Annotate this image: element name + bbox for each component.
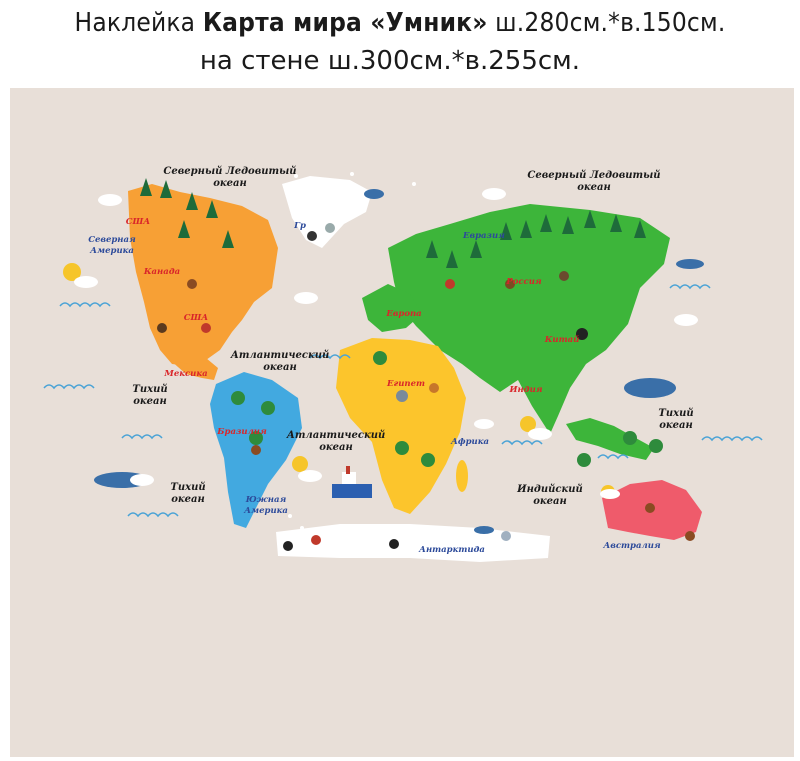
label-mexico: Мексика [164,369,208,379]
label-europe: Европа [386,309,422,319]
label-pacific-ocean-right-2: океан [659,420,693,431]
label-egypt: Египет [386,379,426,389]
label-north-america-1: Северная [88,235,136,245]
label-pacific-ocean-bottom-2: океан [171,494,205,505]
product-title [0,0,800,88]
label-north-america-2: Америка [90,246,134,256]
label-south-america-1: Южная [245,495,287,505]
label-atlantic-ocean-south-1: Атлантический [286,430,386,441]
label-usa-top: США [125,217,151,227]
world-map [10,88,794,757]
madagascar-shape [456,460,468,492]
label-canada: Канада [143,267,181,277]
label-brazil: Бразилия [217,427,267,437]
label-arctic-ocean-left-1: Северный Ледовитый [163,166,297,177]
label-usa: США [183,313,209,323]
label-china: Китай [544,335,580,345]
label-arctic-ocean-left-2: океан [213,178,247,189]
label-pacific-ocean-left-1: Тихий [132,384,168,395]
label-indian-ocean-1: Индийский [517,484,583,495]
label-arctic-ocean-right-1: Северный Ледовитый [527,170,661,181]
label-eurasia: Евразия [463,231,505,241]
label-indian-ocean-2: океан [533,496,567,507]
title-line-1: Наклейка Карта мира «Умник» ш.280см.*в.150см. [74,8,726,38]
label-pacific-ocean-bottom-1: Тихий [170,482,206,493]
label-arctic-ocean-right-2: океан [577,182,611,193]
title-line-2: на стене ш.300см.*в.255см. [199,46,581,76]
label-atlantic-ocean-north-2: океан [263,362,297,373]
ship-icon [332,466,372,498]
label-greenland: Гр [294,221,306,231]
label-antarctica: Антарктида [419,545,485,555]
label-atlantic-ocean-north-1: Атлантический [230,350,330,361]
label-atlantic-ocean-south-2: океан [319,442,353,453]
label-india: Индия [509,385,543,395]
se-asia-islands [566,418,654,460]
label-pacific-ocean-left-2: океан [133,396,167,407]
label-russia: Россия [506,277,542,287]
label-australia: Австралия [603,541,661,551]
label-pacific-ocean-right-1: Тихий [658,408,694,419]
greenland-shape [282,176,372,248]
label-south-america-2: Америка [244,506,288,516]
label-africa: Африка [451,437,489,447]
